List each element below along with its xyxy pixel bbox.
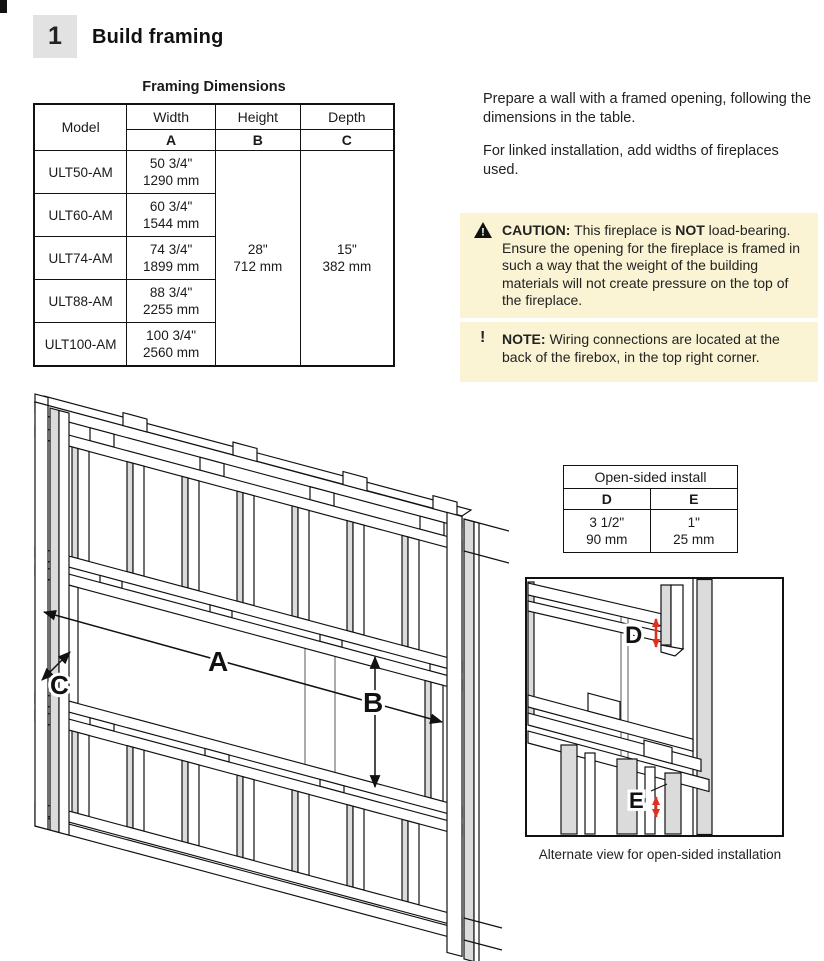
depth-cell: 15" 382 mm xyxy=(300,151,394,367)
wall-frame xyxy=(35,389,479,961)
table-row xyxy=(34,151,394,194)
caution-callout xyxy=(460,213,818,318)
width-cell: 50 3/4" 1290 mm xyxy=(127,151,216,194)
step-number-badge xyxy=(33,15,77,58)
open-table-title: Open-sided install xyxy=(564,466,738,489)
instruction-paragraphs xyxy=(483,90,813,180)
instruction-paragraph: For linked installation, add widths of fireplaces used. xyxy=(483,143,779,178)
e-value-cell: 1" 25 mm xyxy=(650,510,737,553)
label-d: D xyxy=(625,622,643,649)
caution-label: CAUTION: xyxy=(502,222,571,238)
height-cell: 28" 712 mm xyxy=(215,151,300,367)
page-edge-mark xyxy=(0,0,7,13)
page-title: Build framing xyxy=(92,26,224,48)
dim-letter-d: D xyxy=(564,489,651,510)
dim-letter-b: B xyxy=(215,130,300,151)
framing-dimensions-table xyxy=(33,103,395,367)
alt-view-caption: Alternate view for open-sided installation xyxy=(538,847,782,862)
label-a: A xyxy=(208,646,229,677)
note-callout xyxy=(460,322,818,382)
label-e: E xyxy=(629,788,644,813)
note-exclamation-icon: ! xyxy=(480,329,486,346)
col-header-depth: Depth xyxy=(300,104,394,130)
caution-text-not: NOT xyxy=(675,222,705,238)
width-cell: 60 3/4" 1544 mm xyxy=(127,194,216,237)
warning-triangle-icon xyxy=(474,222,492,238)
label-c: C xyxy=(50,670,69,700)
cut-stud xyxy=(661,585,683,656)
open-sided-install-table xyxy=(563,465,738,553)
label-b: B xyxy=(363,687,384,718)
open-sided-detail-diagram xyxy=(525,577,785,839)
model-cell: ULT50-AM xyxy=(34,151,127,194)
col-header-width: Width xyxy=(127,104,216,130)
step-number: 1 xyxy=(48,22,62,50)
dim-letter-c: C xyxy=(300,130,394,151)
svg-text:!: ! xyxy=(481,226,485,238)
framing-table-title: Framing Dimensions xyxy=(142,79,286,95)
note-label: NOTE: xyxy=(502,331,546,347)
width-cell: 88 3/4" 2255 mm xyxy=(127,280,216,323)
dim-letter-a: A xyxy=(127,130,216,151)
caution-text: This fireplace is xyxy=(574,222,676,238)
model-cell: ULT60-AM xyxy=(34,194,127,237)
framing-isometric-diagram xyxy=(12,382,512,961)
model-cell: ULT74-AM xyxy=(34,237,127,280)
col-header-model: Model xyxy=(34,104,127,151)
model-cell: ULT100-AM xyxy=(34,323,127,367)
d-value-cell: 3 1/2" 90 mm xyxy=(564,510,651,553)
width-cell: 100 3/4" 2560 mm xyxy=(127,323,216,367)
note-text: Wiring connections are located at the back of the firebox, in the top right corner. xyxy=(502,331,780,365)
model-cell: ULT88-AM xyxy=(34,280,127,323)
caution-text: load-bearing. Ensure the opening for the fireplace is framed in such a way that the weight of the building materials will not create pressure on the top of the fireplace. xyxy=(502,222,801,309)
dim-letter-e: E xyxy=(650,489,737,510)
col-header-height: Height xyxy=(215,104,300,130)
instruction-paragraph: Prepare a wall with a framed opening, following the dimensions in the table. xyxy=(483,91,812,126)
width-cell: 74 3/4" 1899 mm xyxy=(127,237,216,280)
